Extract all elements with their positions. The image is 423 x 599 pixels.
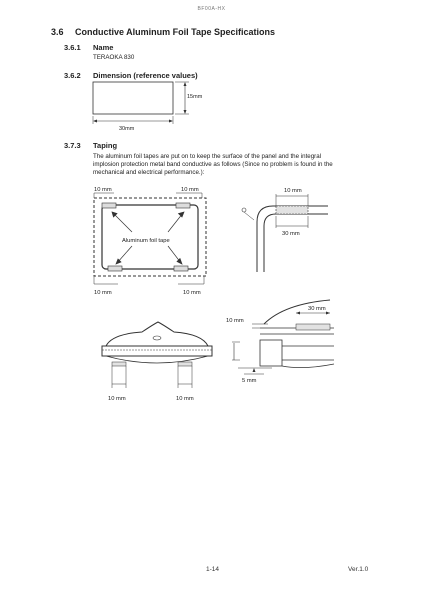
front-top-right-dim: 10 mm xyxy=(181,187,199,193)
tube-contour xyxy=(264,300,330,324)
tape-top-left xyxy=(102,203,116,208)
name-subsection-number: 3.6.1 xyxy=(64,43,81,52)
width-label: 30mm xyxy=(119,126,135,132)
panel-front xyxy=(102,346,212,356)
corner-tape xyxy=(276,206,308,214)
section-title: Conductive Aluminum Foil Tape Specifications xyxy=(75,27,276,37)
dimension-diagram xyxy=(85,78,205,138)
name-subsection-title: Name xyxy=(93,43,114,52)
panel-inner-outline xyxy=(102,205,198,269)
dimension-subsection-number: 3.6.2 xyxy=(64,71,81,80)
tape-name-value: TERAOKA 830 xyxy=(93,54,135,61)
height-label: 15mm xyxy=(187,94,203,100)
corner-detail-diagram xyxy=(232,182,332,272)
tape-outline xyxy=(93,82,173,114)
bottom-tape-right xyxy=(178,362,192,366)
side-tape-top xyxy=(296,324,330,330)
document-code: BF00A-HX xyxy=(197,6,226,12)
aluminum-foil-tape-label: Aluminum foil tape xyxy=(122,238,170,244)
tube-neck-contour xyxy=(106,322,208,346)
side-detail-diagram xyxy=(224,298,340,396)
tape-bottom-right xyxy=(174,266,188,271)
bottom-right-dim: 10 mm xyxy=(176,396,194,402)
front-bottom-right-dim: 10 mm xyxy=(183,290,201,296)
section-number: 3.6 xyxy=(51,27,64,37)
tape-top-right xyxy=(176,203,190,208)
corner-top-dim: 10 mm xyxy=(284,188,302,194)
corner-marker-icon xyxy=(242,208,246,212)
tape-bottom-left xyxy=(108,266,122,271)
neck-ellipse xyxy=(153,336,161,340)
dimension-subsection-title: Dimension (reference values) xyxy=(93,71,198,80)
taping-subsection-title: Taping xyxy=(93,141,118,150)
taping-paragraph-line-3: mechanical and electrical performance.): xyxy=(93,169,205,176)
panel-outer-outline xyxy=(94,198,206,276)
band-block xyxy=(260,340,282,366)
version-label: Ver.1.0 xyxy=(348,566,369,573)
bezel-inner-curve xyxy=(264,214,328,272)
side-left-dim: 10 mm xyxy=(226,318,244,324)
front-top-left-dim: 10 mm xyxy=(94,187,112,193)
corner-right-dim: 30 mm xyxy=(282,231,300,237)
taping-subsection-number: 3.7.3 xyxy=(64,141,81,150)
page-number: 1-14 xyxy=(206,566,220,573)
bottom-left-dim: 10 mm xyxy=(108,396,126,402)
front-bottom-left-dim: 10 mm xyxy=(94,290,112,296)
bottom-view-diagram xyxy=(96,320,218,416)
side-bottom-dim: 5 mm xyxy=(242,378,257,384)
front-view-diagram xyxy=(88,182,220,300)
bottom-tape-left xyxy=(112,362,126,366)
side-top-right-dim: 30 mm xyxy=(308,306,326,312)
taping-paragraph-line-2: implosion protection metal band conductive as follows (Since no problem is found in the xyxy=(93,161,333,168)
taping-paragraph-line-1: The aluminum foil tapes are put on to keep the surface of the panel and the integral xyxy=(93,153,322,160)
